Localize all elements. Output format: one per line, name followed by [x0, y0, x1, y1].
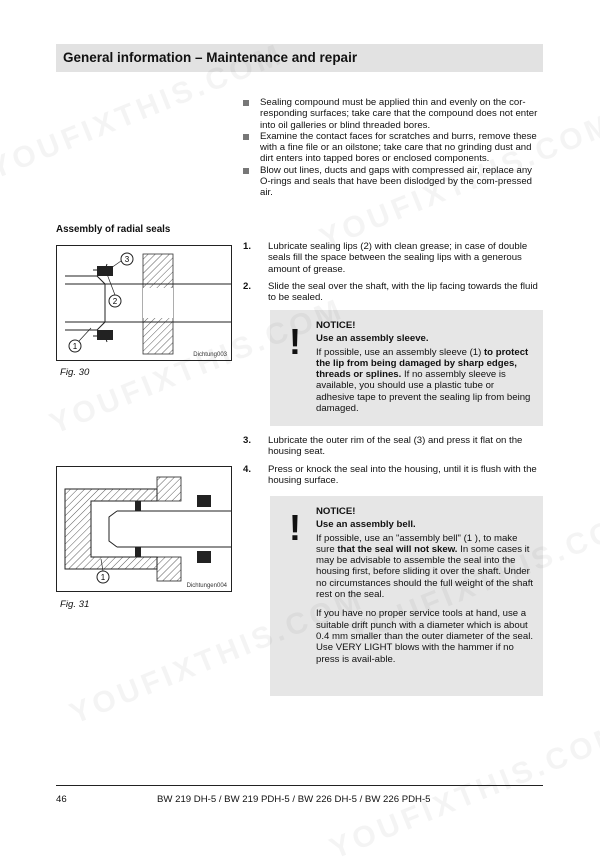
callout-3: 3 [124, 255, 130, 264]
notice-box [270, 310, 543, 426]
watermark [325, 717, 600, 866]
figure-caption: Fig. 30 [60, 367, 90, 378]
callout-1: 1 [72, 342, 78, 351]
notice-text: If possible, use an assembly sleeve (1) to protect the lip from being damaged by sharp edges, threads or splines. If no assembly sleeve is available, you should use a plastic tube or adhesive tape to prevent the sealing lip from being damaged. [316, 346, 531, 415]
notice-subtitle: Use an assembly bell. [316, 519, 416, 531]
bullet-list [243, 97, 543, 199]
step-item: 4. Press or knock the seal into the housing, until it is flush with the housing surface. [243, 463, 537, 486]
square-bullet-icon [243, 134, 249, 140]
seal-sleeve-drawing [57, 246, 231, 360]
bullet-item: Blow out lines, ducts and gaps with compressed air, replace any O-rings and seals that have been dislodged by the com-pressed air. [243, 165, 543, 199]
figure-31 [56, 466, 232, 592]
figure-caption: Fig. 31 [60, 599, 90, 610]
section-title: Assembly of radial seals [56, 224, 171, 235]
footer-divider [56, 785, 543, 786]
page-title: General information – Maintenance and repair [63, 50, 358, 65]
step-item: 1. Lubricate sealing lips (2) with clean grease; in case of double seals fill the space between the sealing lips with a generous amount of grease. [243, 241, 528, 275]
section-header-bar [56, 44, 543, 72]
notice-text: If possible, use an "assembly bell" (1 ), to make sure that the seal will not skew. In some cases it may be advisable to assemble the seal into the housing first, before sliding it over the shaft. Under no circumstances should the full weight of the shaft rest on the seal. [316, 532, 534, 601]
model-list: BW 219 DH-5 / BW 219 PDH-5 / BW 226 DH-5 / BW 226 PDH-5 [157, 794, 431, 805]
seal-housing-drawing [57, 467, 231, 591]
figure-code: Dichtungen004 [186, 583, 227, 589]
bullet-item: Examine the contact faces for scratches and burrs, remove these with a fine file or an oilstone; take care that no grinding dust and dirt enters into tapped bores or enclosed components. [243, 131, 543, 165]
exclamation-icon: ! [289, 507, 301, 548]
notice-title: NOTICE! [316, 506, 356, 517]
steps-list-b [243, 435, 543, 492]
notice-box [270, 496, 543, 696]
callout-2: 2 [112, 297, 118, 306]
notice-title: NOTICE! [316, 320, 356, 331]
page-number: 46 [56, 794, 67, 805]
step-item: 2. Slide the seal over the shaft, with the lip facing towards the fluid to be sealed. [243, 280, 538, 304]
notice-text: If you have no proper service tools at hand, use a suitable drift punch with a diameter which is about 0.4 mm smaller than the outer diameter of the seal. Use VERY LIGHT blows with the hammer if no press is avail-able. [316, 608, 534, 665]
bullet-item: Sealing compound must be applied thin and evenly on the cor-responding surfaces; take care that the compound does not enter into oil galleries or blind threaded bores. [243, 97, 543, 131]
steps-list-a [243, 241, 543, 309]
square-bullet-icon [243, 100, 249, 106]
notice-subtitle: Use an assembly sleeve. [316, 333, 429, 345]
step-item: 3. Lubricate the outer rim of the seal (3) and press it flat on the housing seat. [243, 435, 523, 458]
figure-30 [56, 245, 232, 361]
callout-1: 1 [100, 573, 106, 582]
square-bullet-icon [243, 168, 249, 174]
figure-code: Dichtung003 [193, 352, 227, 358]
exclamation-icon: ! [289, 321, 301, 362]
